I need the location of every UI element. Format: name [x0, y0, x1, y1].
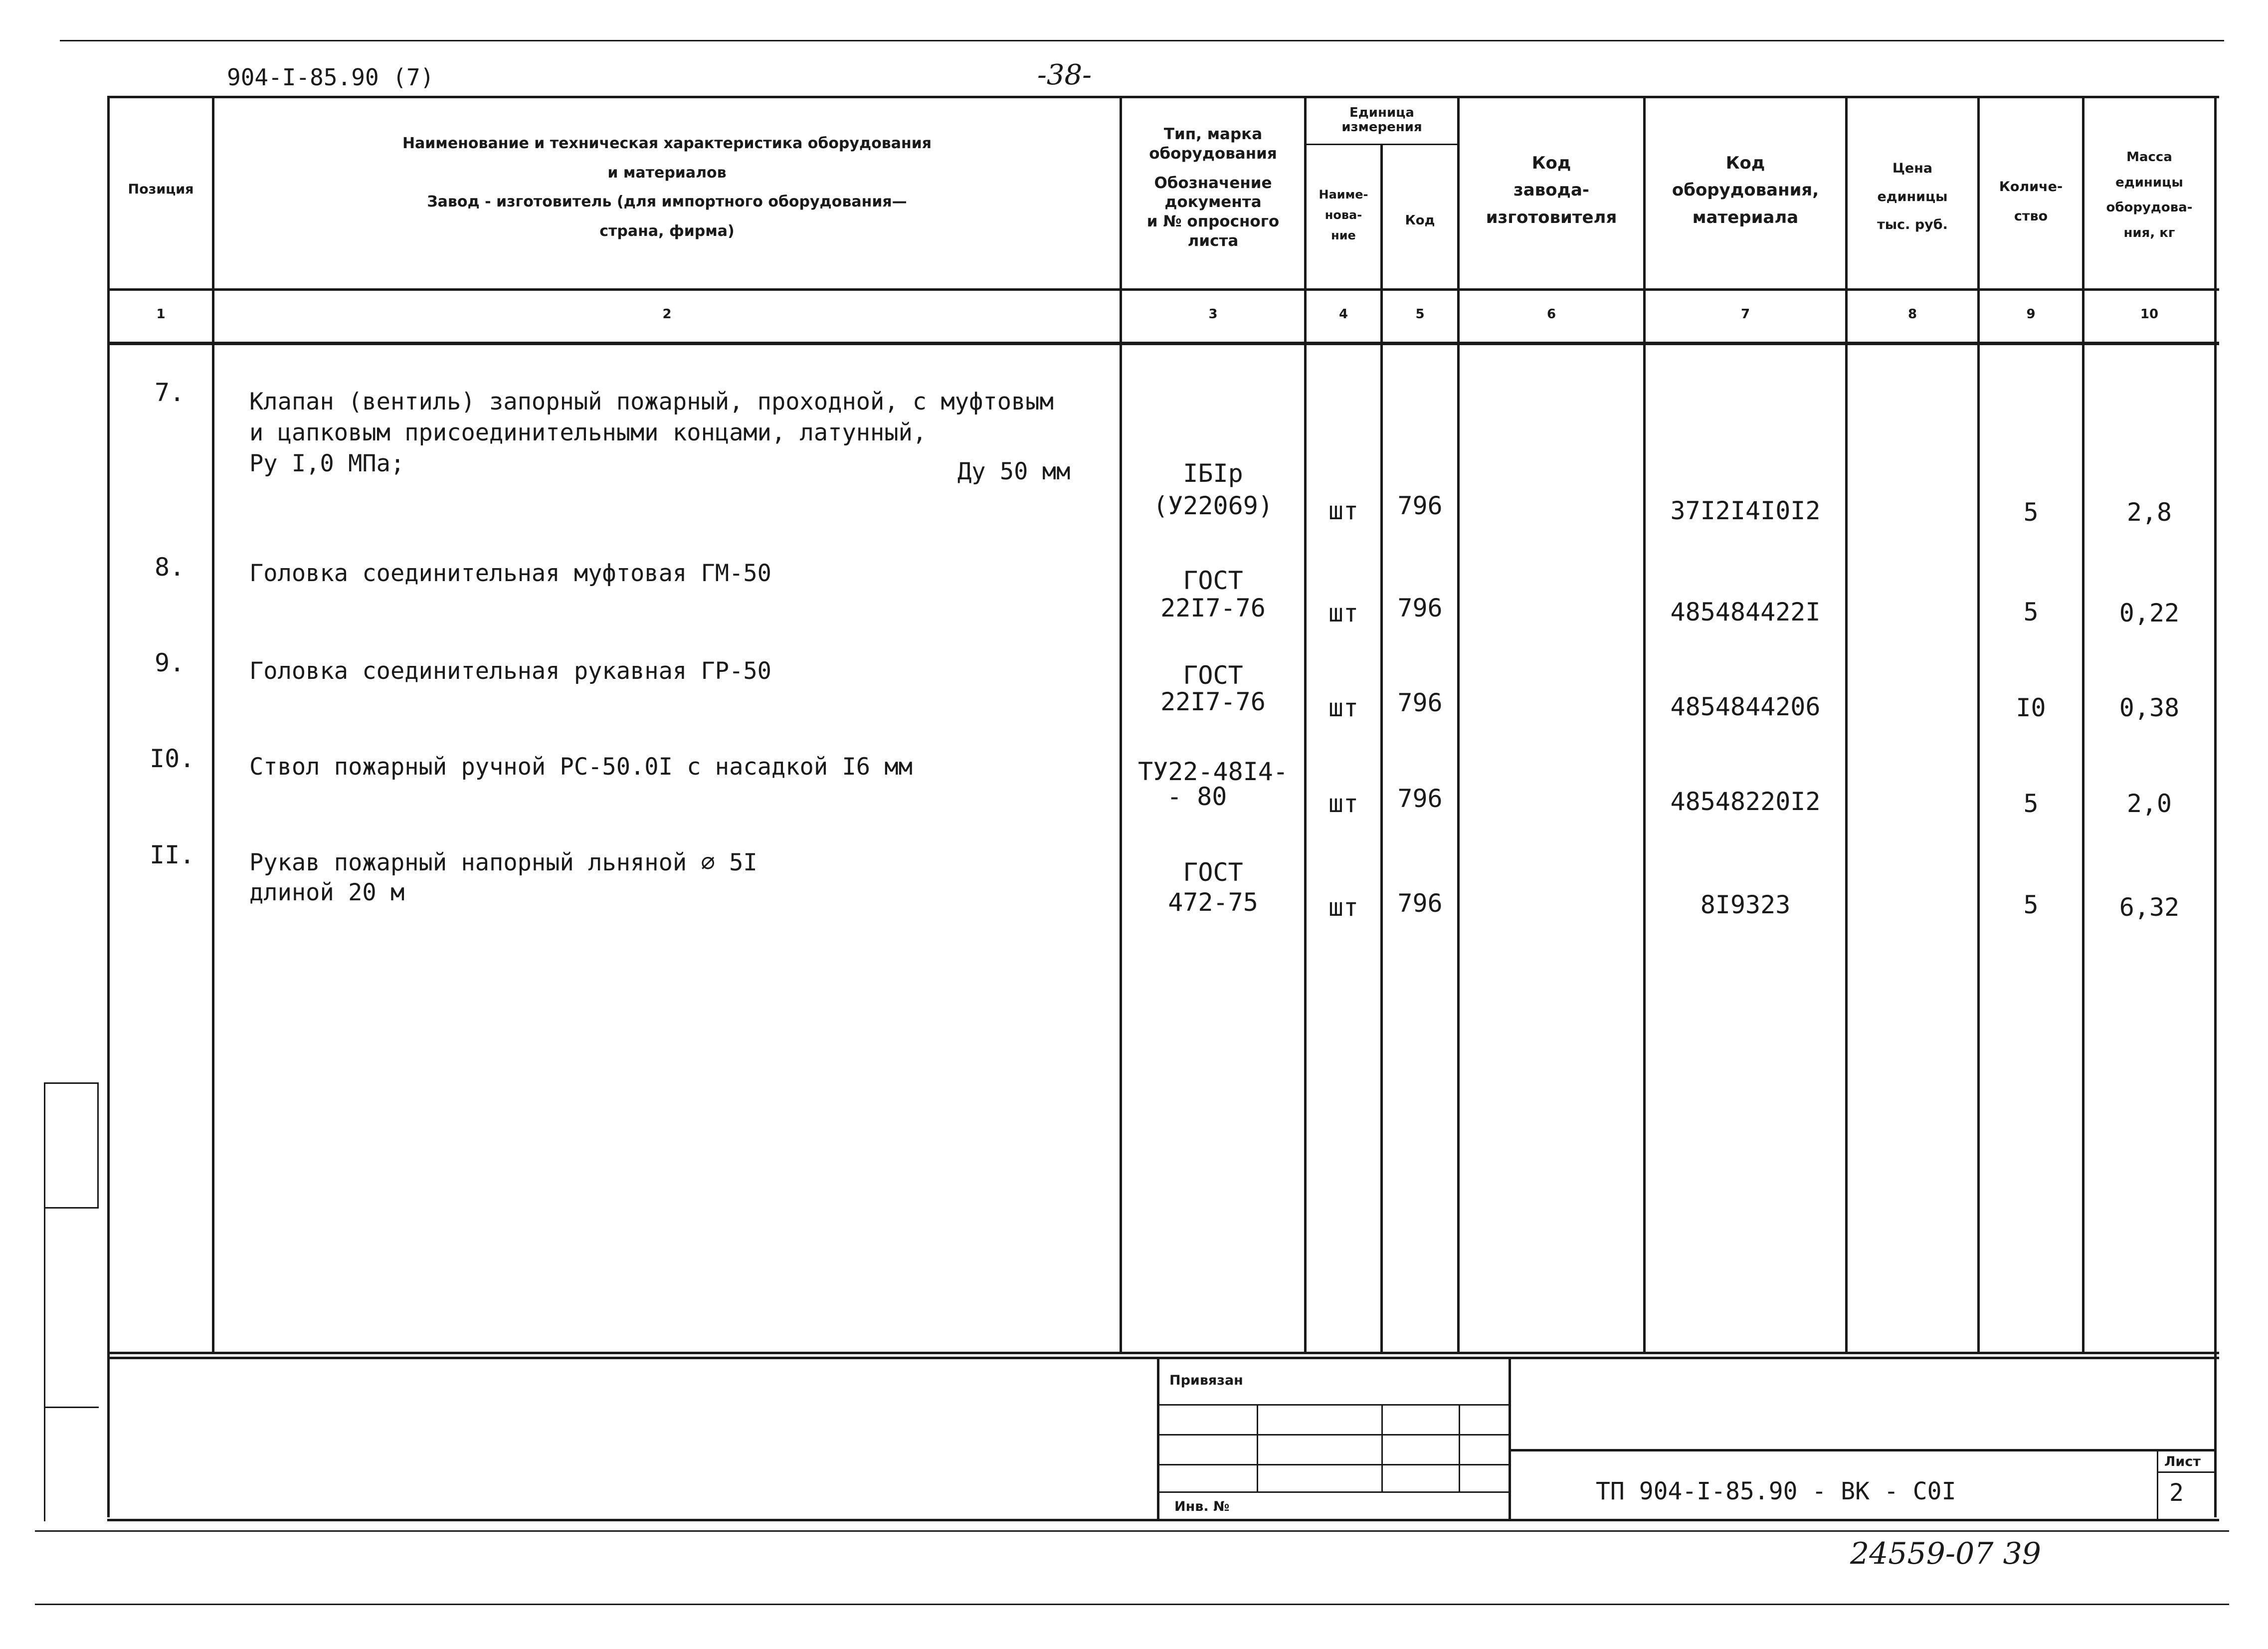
col-header-position: Позиция [128, 182, 194, 197]
row-type: (У22069) [1153, 491, 1273, 520]
unit-subheader-line [1304, 144, 1457, 145]
row-name-line: Рукав пожарный напорный льняной ∅ 5I [249, 849, 757, 876]
row-equip-code: 4854844206 [1670, 692, 1821, 721]
row-unit: шт [1328, 789, 1359, 818]
row-mass: 2,8 [2126, 498, 2172, 527]
col-sep-9 [2082, 96, 2084, 1353]
row-type: - 80 [1167, 782, 1227, 811]
col-number-8: 8 [1907, 307, 1917, 322]
col-number-2: 2 [662, 307, 672, 322]
row-type: ГОСТ [1183, 566, 1243, 595]
stamp-top-line [107, 1357, 2219, 1359]
row-quantity: 5 [2023, 598, 2039, 626]
row-unit-code: 796 [1397, 889, 1443, 918]
row-type: ГОСТ [1183, 858, 1243, 887]
row-type: 22I7-76 [1160, 594, 1266, 622]
row-name-line: и цапковым присоединительными концами, латунный, [249, 419, 927, 446]
stamp-sheet-sep [2157, 1451, 2158, 1519]
row-name-line: Головка соединительная рукавная ГР-50 [249, 657, 771, 685]
footer-line [35, 1530, 2229, 1532]
row-unit: шт [1328, 693, 1359, 722]
stamp-sheet-label: Лист [2164, 1454, 2201, 1469]
header-bottom-line [107, 288, 2219, 291]
stamp-sheet-line [2157, 1471, 2214, 1473]
row-type: ГОСТ [1183, 661, 1243, 690]
row-quantity: I0 [2016, 693, 2046, 722]
table-top-line [107, 96, 2219, 98]
row-equip-code: 37I2I4I0I2 [1670, 496, 1821, 525]
col-header-equip-code: Код оборудования, материала [1672, 153, 1819, 227]
stamp-grid-line [1459, 1404, 1460, 1491]
row-quantity: 5 [2023, 789, 2039, 818]
col-header-mass: Масса единицы оборудова- ния, кг [2106, 150, 2193, 241]
row-name-line: Ду 50 мм [957, 458, 1071, 485]
col-number-5: 5 [1415, 307, 1425, 322]
col-sep-7 [1845, 96, 1848, 1353]
binding-margin-tick [44, 1082, 99, 1084]
binding-margin-line [97, 1082, 99, 1207]
col-header-quantity: Количе- ство [1999, 179, 2063, 224]
row-mass: 6,32 [2119, 893, 2180, 922]
stamp-grid-line [1157, 1491, 1509, 1493]
row-type: 472-75 [1168, 888, 1258, 917]
row-position: II. [150, 840, 195, 869]
footer-archive-code: 24559-07 39 [1850, 1536, 2041, 1571]
row-type: 22I7-76 [1160, 687, 1266, 716]
col-sep-5 [1457, 96, 1460, 1353]
col-number-1: 1 [156, 307, 166, 322]
binding-margin-tick [44, 1407, 99, 1408]
stamp-grid-line [1381, 1404, 1383, 1491]
stamp-bottom-line [107, 1519, 2219, 1521]
row-position: 8. [155, 553, 185, 582]
col-number-7: 7 [1740, 307, 1750, 322]
col-header-price: Цена единицы тыс. руб. [1877, 161, 1948, 233]
row-quantity: 5 [2023, 498, 2039, 527]
row-unit-code: 796 [1397, 594, 1443, 622]
col-sep-8 [1977, 96, 1980, 1353]
row-position: I0. [150, 744, 195, 773]
row-name-line: Ствол пожарный ручной РС-50.0I с насадкой I6 мм [249, 753, 913, 781]
row-type: ТУ22-48I4- [1137, 757, 1289, 786]
row-name-line: Головка соединительная муфтовая ГМ-50 [249, 560, 771, 587]
row-mass: 0,38 [2119, 693, 2180, 722]
stamp-grid-line [1157, 1404, 1509, 1406]
row-mass: 0,22 [2119, 599, 2180, 627]
col-number-6: 6 [1546, 307, 1556, 322]
row-equip-code: 48548220I2 [1670, 787, 1821, 816]
row-position: 9. [155, 648, 185, 677]
col-header-name: Наименование и техническая характеристика оборудования и материалов Завод - изготовитель (для импортного оборудования— страна, фирма) [402, 135, 932, 240]
body-bottom-line [107, 1352, 2219, 1354]
col-number-10: 10 [2140, 307, 2159, 322]
row-position: 7. [155, 378, 185, 407]
col-number-3: 3 [1208, 307, 1218, 322]
col-header-type: Тип, марка оборудования Обозначение документа и № опросного листа [1146, 125, 1280, 250]
stamp-document-title: ТП 904-I-85.90 - ВК - С0I [1596, 1477, 1956, 1505]
row-name-line: Клапан (вентиль) запорный пожарный, проходной, с муфтовым [249, 388, 1054, 415]
table-right-border [2214, 96, 2217, 1517]
col-header-unit-name: Наиме- нова- ние [1319, 188, 1368, 242]
stamp-inv-label: Инв. № [1174, 1499, 1230, 1514]
row-unit-code: 796 [1397, 491, 1443, 520]
col-sep-2 [1120, 96, 1122, 1353]
row-equip-code: 8I9323 [1700, 890, 1791, 919]
binding-margin-tick [44, 1207, 99, 1209]
stamp-sep-left [1157, 1357, 1159, 1521]
stamp-sep-right [1509, 1357, 1511, 1521]
stamp-sheet-number: 2 [2169, 1479, 2184, 1507]
row-mass: 2,0 [2126, 789, 2172, 818]
row-equip-code: 485484422I [1670, 598, 1821, 626]
page-number: -38- [1037, 59, 1092, 91]
stamp-linked-label: Привязан [1169, 1373, 1243, 1388]
row-name-line: длиной 20 м [249, 879, 405, 906]
doc-code: 904-I-85.90 (7) [227, 64, 434, 91]
col-header-unit-code: Код [1405, 213, 1435, 228]
colnum-bottom-line [107, 342, 2219, 345]
row-unit: шт [1328, 893, 1359, 922]
col-header-unit: Единица измерения [1341, 105, 1422, 135]
stamp-grid-line [1257, 1404, 1258, 1491]
col-number-4: 4 [1338, 307, 1348, 322]
row-quantity: 5 [2023, 890, 2039, 919]
row-unit: шт [1328, 496, 1359, 525]
stamp-grid-line [1157, 1434, 1509, 1436]
col-sep-3 [1304, 96, 1307, 1353]
col-number-9: 9 [2026, 307, 2036, 322]
stamp-title-top-line [1509, 1449, 2217, 1451]
binding-margin-line [44, 1082, 45, 1521]
row-type: IБIр [1183, 459, 1243, 488]
row-unit-code: 796 [1397, 784, 1443, 813]
row-name-line: Ру I,0 МПа; [249, 450, 405, 477]
bottom-line [35, 1604, 2229, 1605]
stamp-grid-line [1157, 1464, 1509, 1465]
col-sep-4 [1380, 145, 1383, 1353]
row-unit: шт [1328, 599, 1359, 627]
col-header-plant-code: Код завода- изготовителя [1486, 153, 1617, 227]
top-border-line [60, 40, 2224, 41]
col-sep-1 [212, 96, 214, 1353]
row-unit-code: 796 [1397, 688, 1443, 717]
col-sep-6 [1643, 96, 1646, 1353]
